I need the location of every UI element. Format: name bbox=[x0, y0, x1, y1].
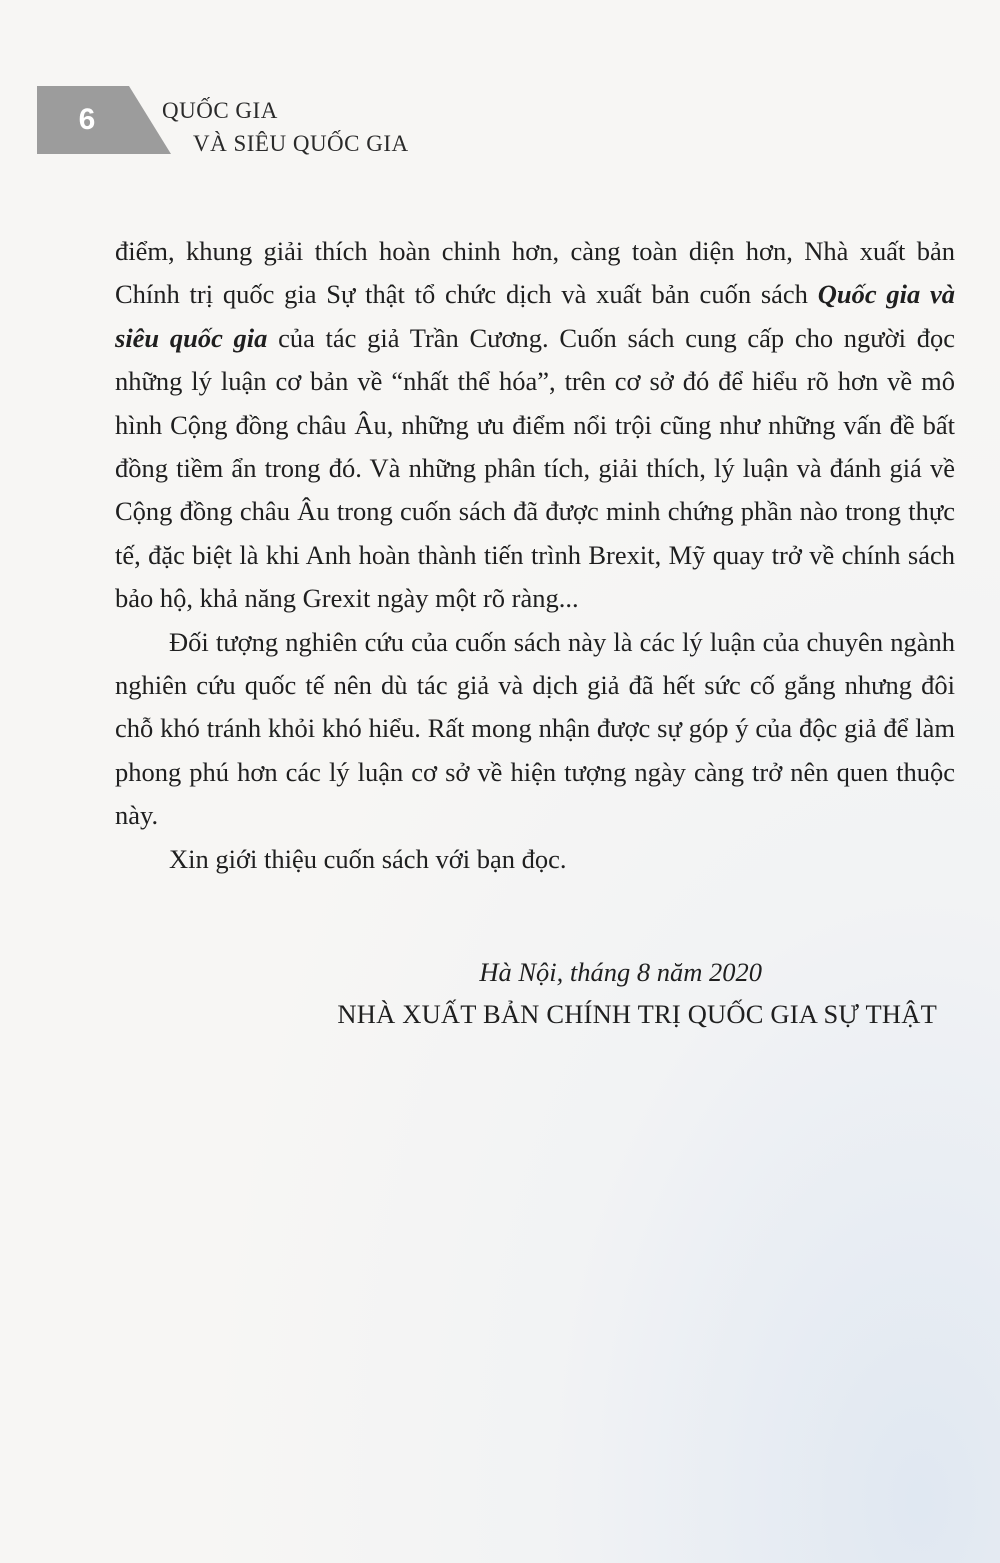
paragraph-2: Đối tượng nghiên cứu của cuốn sách này là các lý luận của chuyên ngành nghiên cứu quốc tế nên dù tác giả và dịch giả đã hết sức cố gắng nhưng đôi chỗ khó tránh khỏi khó hiểu. Rất mong nhận được sự góp ý của độc giả để làm phong phú hơn các lý luận cơ sở về hiện tượng ngày càng trở nên quen thuộc này. bbox=[115, 626, 955, 831]
running-header-title bbox=[162, 94, 409, 160]
paragraph-3: Xin giới thiệu cuốn sách với bạn đọc. bbox=[169, 843, 567, 874]
page-number: 6 bbox=[78, 103, 96, 136]
paragraph-1-end: của tác giả Trần Cương. Cuốn sách cung cấp cho người đọc những lý luận cơ bản về “nhất thể hóa”, trên cơ sở đó để hiểu rõ hơn về mô hình Cộng đồng châu Âu, những ưu điểm nổi trội cũng như những vấn đề bất đồng tiềm ẩn trong đó. Và những phân tích, giải thích, lý luận và đánh giá về Cộng đồng châu Âu trong cuốn sách đã được minh chứng phần nào trong thực tế, đặc biệt là khi Anh hoàn thành tiến trình Brexit, Mỹ quay trở về chính sách bảo hộ, khả năng Grexit ngày một rõ ràng... bbox=[115, 322, 955, 614]
body-text bbox=[115, 230, 955, 881]
signature-publisher: NHÀ XUẤT BẢN CHÍNH TRỊ QUỐC GIA SỰ THẬT bbox=[337, 999, 937, 1029]
book-title: Quốc gia và siêu quốc gia bbox=[115, 279, 956, 353]
running-header-line-2: VÀ SIÊU QUỐC GIA bbox=[193, 131, 409, 156]
running-header-line-1: QUỐC GIA bbox=[162, 98, 278, 123]
paragraph-1 bbox=[115, 230, 955, 621]
signature-place-date: Hà Nội, tháng 8 năm 2020 bbox=[479, 957, 762, 987]
paragraph-1-start: điểm, khung giải thích hoàn chinh hơn, càng toàn diện hơn, Nhà xuất bản Chính trị quốc gia Sự thật tổ chức dịch và xuất bản cuốn sách bbox=[115, 236, 955, 310]
